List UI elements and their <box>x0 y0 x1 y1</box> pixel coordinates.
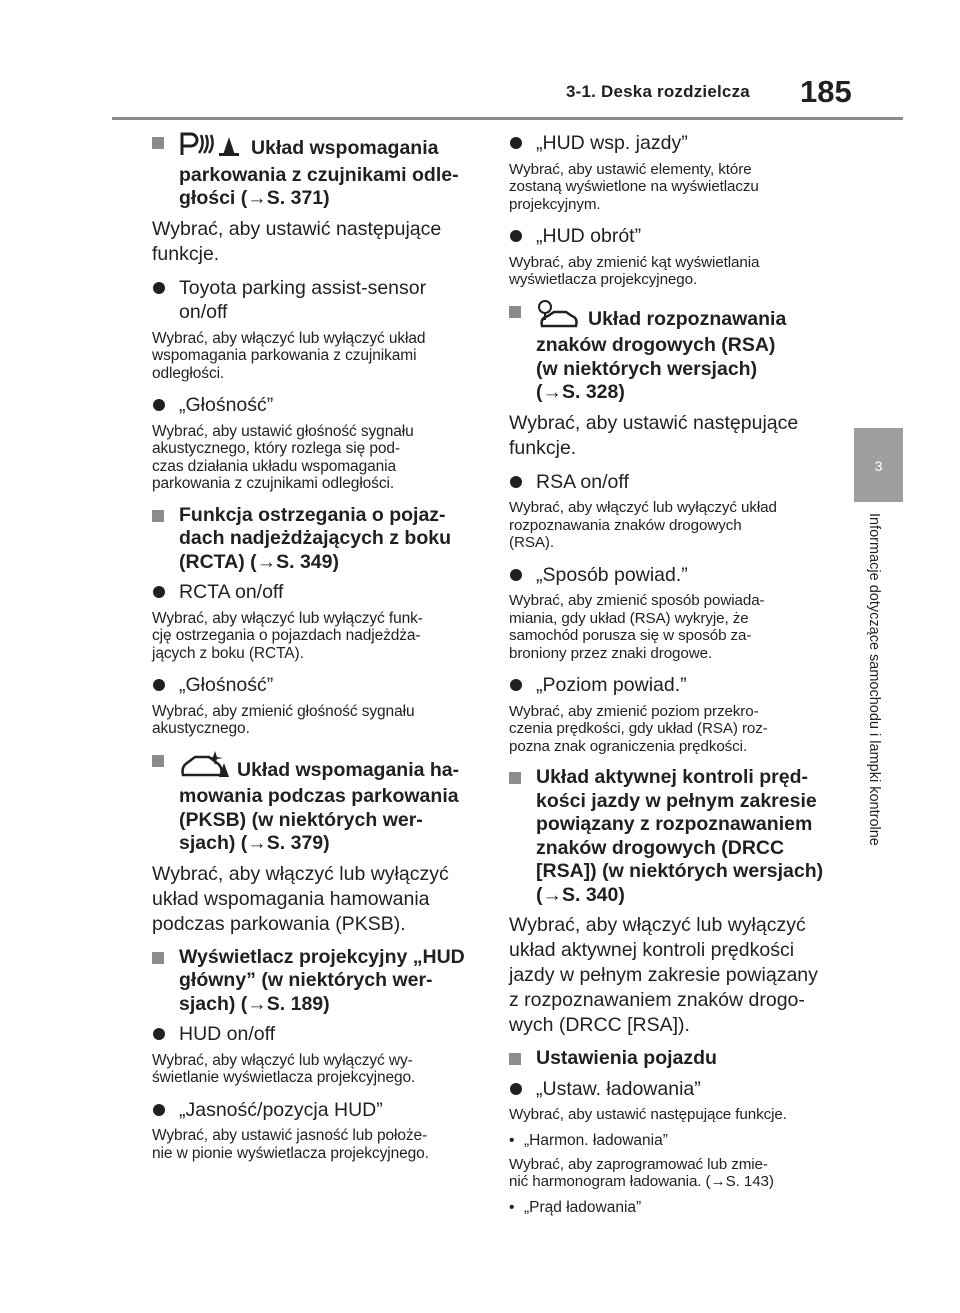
square-bullet-icon <box>509 306 521 318</box>
bullet-item: „Poziom powiad.” <box>509 673 834 698</box>
description: Wybrać, aby zmienić kąt wyświetlania wyświetlacza projekcyjnego. <box>509 253 760 288</box>
description: Wybrać, aby włączyć lub wyłączyć funk- cję ostrzegania o pojazdach nadjeżdża- jących z boku (RCTA). <box>152 609 423 662</box>
description: Wybrać, aby włączyć lub wyłączyć wy- świetlanie wyświetlacza projekcyjnego. <box>152 1051 416 1086</box>
round-bullet-icon <box>153 1028 165 1040</box>
paragraph: Wybrać, aby ustawić następujące funkcje. <box>152 217 442 265</box>
section-heading: Układ rozpoznawania znaków drogowych (RSA) (w niektórych wersjach) (→S. 328) <box>509 300 834 405</box>
chapter-label: Informacje dotyczące samochodu i lampki kontrolne <box>866 513 882 846</box>
paragraph: Wybrać, aby ustawić następujące funkcje. <box>509 411 799 459</box>
round-bullet-icon <box>153 679 165 691</box>
round-bullet-icon <box>510 476 522 488</box>
square-bullet-icon <box>152 952 164 964</box>
chapter-tab <box>854 428 903 502</box>
small-bullet-icon: • <box>509 1131 515 1149</box>
bullet-item: RSA on/off <box>509 470 834 495</box>
square-bullet-icon <box>509 772 521 784</box>
section-heading: Układ wspomagania ha- mowania podczas parkowania (PKSB) (w niektórych wer- sjach) (→S. 379) <box>152 749 482 856</box>
bullet-item: „Sposób powiad.” <box>509 563 834 588</box>
bullet-item: „HUD obrót” <box>509 224 834 249</box>
bullet-item: HUD on/off <box>152 1022 482 1047</box>
parking-brake-support-icon <box>179 749 229 786</box>
round-bullet-icon <box>510 1083 522 1095</box>
description: Wybrać, aby włączyć lub wyłączyć układ wspomagania parkowania z czujnikami odległości. <box>152 329 426 382</box>
description: Wybrać, aby włączyć lub wyłączyć układ rozpoznawania znaków drogowych (RSA). <box>509 499 777 551</box>
bullet-item: Toyota parking assist-sensor on/off <box>152 276 482 325</box>
section-heading: Wyświetlacz projekcyjny „HUD główny” (w niektórych wer- sjach) (→S. 189) <box>152 946 482 1017</box>
square-bullet-icon <box>152 755 164 767</box>
page-number: 185 <box>800 74 852 109</box>
bullet-item: „HUD wsp. jazdy” <box>509 131 834 156</box>
road-sign-assist-icon <box>536 300 580 335</box>
sub-bullet-item: • „Harmon. ładowania” <box>509 1131 668 1149</box>
description: Wybrać, aby ustawić głośność sygnału akustycznego, który rozlega się pod- czas działania układu wspomagania parkowania z czujnikami odległości. <box>152 422 414 492</box>
section-heading: Funkcja ostrzegania o pojaz- dach nadjeżdżających z boku (RCTA) (→S. 349) <box>152 504 482 575</box>
right-column <box>509 131 834 1223</box>
bullet-item: „Ustaw. ładowania” <box>509 1077 834 1102</box>
description: Wybrać, aby ustawić następujące funkcje. <box>509 1106 787 1123</box>
left-column <box>152 131 482 1173</box>
round-bullet-icon <box>153 399 165 411</box>
round-bullet-icon <box>510 569 522 581</box>
bullet-item: „Głośność” <box>152 673 482 698</box>
description: Wybrać, aby zmienić sposób powiada- miania, gdy układ (RSA) wykryje, że samochód porusza się w sposób za- broniony przez znaki drogowe. <box>509 592 765 662</box>
round-bullet-icon <box>510 137 522 149</box>
section-heading: Ustawienia pojazdu <box>509 1047 834 1071</box>
section-heading: Układ wspomagania parkowania z czujnikami odle- głości (→S. 371) <box>152 131 482 211</box>
chapter-number: 3 <box>874 458 883 474</box>
round-bullet-icon <box>510 679 522 691</box>
bullet-item: „Jasność/pozycja HUD” <box>152 1098 482 1123</box>
section-title: 3-1. Deska rozdzielcza <box>566 82 750 101</box>
square-bullet-icon <box>509 1053 521 1065</box>
header-divider <box>112 117 903 120</box>
round-bullet-icon <box>510 230 522 242</box>
description: Wybrać, aby ustawić elementy, które zostaną wyświetlone na wyświetlaczu projekcyjnym. <box>509 160 759 213</box>
sub-bullet-item: • „Prąd ładowania” <box>509 1198 642 1216</box>
square-bullet-icon <box>152 510 164 522</box>
paragraph: Wybrać, aby włączyć lub wyłączyć układ aktywnej kontroli prędkości jazdy w pełnym zakresie powiązany z rozpoznawaniem znaków drogo- wych (DRCC [RSA]). <box>509 914 818 1036</box>
parking-sensor-icon <box>179 131 243 164</box>
round-bullet-icon <box>153 1104 165 1116</box>
round-bullet-icon <box>153 282 165 294</box>
section-heading: Układ aktywnej kontroli pręd- kości jazdy w pełnym zakresie powiązany z rozpoznawaniem znaków drogowych (DRCC [RSA]) (w niektórych wersjach) (→S. 340) <box>509 766 834 907</box>
square-bullet-icon <box>152 137 164 149</box>
round-bullet-icon <box>153 586 165 598</box>
small-bullet-icon: • <box>509 1198 515 1216</box>
bullet-item: „Głośność” <box>152 393 482 418</box>
description: Wybrać, aby zmienić głośność sygnału akustycznego. <box>152 702 415 737</box>
paragraph: Wybrać, aby włączyć lub wyłączyć układ wspomagania hamowania podczas parkowania (PKSB). <box>152 862 449 935</box>
bullet-item: RCTA on/off <box>152 580 482 605</box>
description: Wybrać, aby zaprogramować lub zmie- nić harmonogram ładowania. (→S. 143) <box>509 1155 774 1190</box>
description: Wybrać, aby zmienić poziom przekro- czenia prędkości, gdy układ (RSA) roz- pozna znak ograniczenia prędkości. <box>509 702 768 755</box>
description: Wybrać, aby ustawić jasność lub położe- nie w pionie wyświetlacza projekcyjnego. <box>152 1127 429 1162</box>
